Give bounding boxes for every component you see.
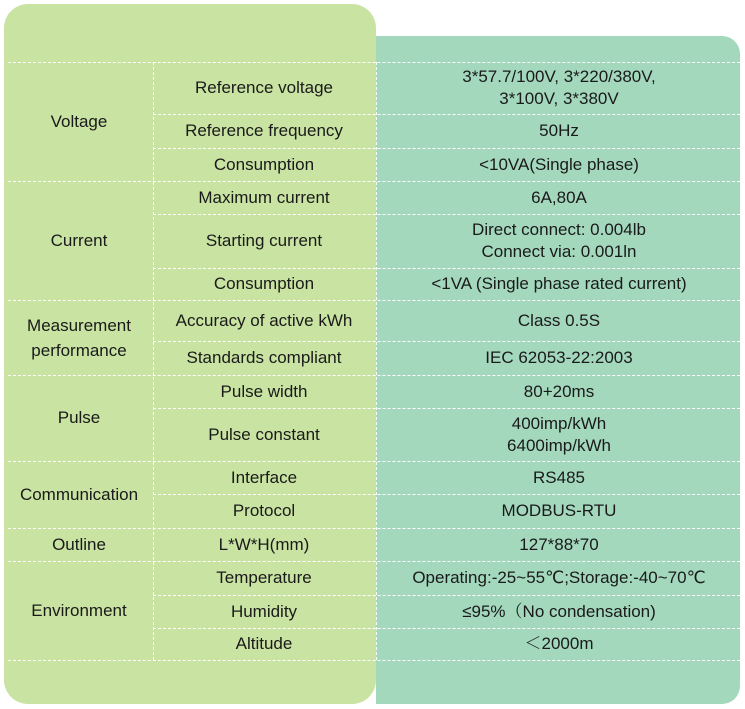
value-humidity: ≤95%（No condensation) xyxy=(462,601,656,621)
row-divider xyxy=(8,660,740,661)
param-reference-frequency: Reference frequency xyxy=(185,121,343,140)
param-interface: Interface xyxy=(230,467,298,487)
param-voltage-consumption: Consumption xyxy=(213,154,315,174)
param-current-consumption: Consumption xyxy=(213,274,315,293)
param-temperature: Temperature xyxy=(216,568,312,587)
category-environment xyxy=(8,561,150,660)
category-label-line2: performance xyxy=(31,340,127,360)
param-pulse-width: Pulse width xyxy=(220,381,308,401)
value-dimensions: 127*88*70 xyxy=(519,534,599,554)
value-interface: RS485 xyxy=(533,467,585,487)
value-reference-frequency: 50Hz xyxy=(539,121,579,140)
column-divider xyxy=(376,62,377,660)
param-standards: Standards compliant xyxy=(186,348,342,367)
category-label: Environment xyxy=(31,600,127,620)
param-pulse-constant: Pulse constant xyxy=(208,424,320,444)
param-altitude: Altitude xyxy=(235,634,293,653)
param-protocol: Protocol xyxy=(232,501,296,520)
param-humidity: Humidity xyxy=(230,601,298,621)
value-pulse-constant: 400imp/kWh 6400imp/kWh xyxy=(507,413,611,455)
param-accuracy: Accuracy of active kWh xyxy=(175,310,353,330)
category-voltage xyxy=(8,62,150,181)
value-current-consumption: <1VA (Single phase rated current) xyxy=(431,274,687,293)
value-protocol: MODBUS-RTU xyxy=(501,501,617,520)
category-measurement-performance xyxy=(8,300,150,375)
category-communication xyxy=(8,461,150,528)
param-dimensions: L*W*H(mm) xyxy=(218,534,310,554)
value-pulse-width: 80+20ms xyxy=(523,381,595,401)
value-accuracy: Class 0.5S xyxy=(517,310,601,330)
param-reference-voltage: Reference voltage xyxy=(195,78,333,97)
value-reference-voltage: 3*57.7/100V, 3*220/380V, 3*100V, 3*380V xyxy=(462,67,656,108)
category-pulse xyxy=(8,375,150,461)
value-starting-current: Direct connect: 0.004lb Connect via: 0.001ln xyxy=(472,220,646,261)
value-altitude: ＜2000m xyxy=(524,634,594,653)
category-label: Outline xyxy=(52,534,106,554)
category-label: Pulse xyxy=(57,408,101,427)
category-current xyxy=(8,181,150,300)
category-label: Communication xyxy=(19,484,139,504)
value-temperature: Operating:-25~55℃;Storage:-40~70℃ xyxy=(412,568,706,587)
category-label: Voltage xyxy=(50,111,108,131)
param-starting-current: Starting current xyxy=(205,231,323,250)
value-standards: IEC 62053-22:2003 xyxy=(485,348,633,367)
category-label-line1: Measurement xyxy=(27,315,131,335)
category-label: Current xyxy=(50,230,108,250)
param-maximum-current: Maximum current xyxy=(198,187,330,207)
value-maximum-current: 6A,80A xyxy=(531,187,587,207)
value-voltage-consumption: <10VA(Single phase) xyxy=(479,154,639,174)
category-outline xyxy=(8,528,150,561)
